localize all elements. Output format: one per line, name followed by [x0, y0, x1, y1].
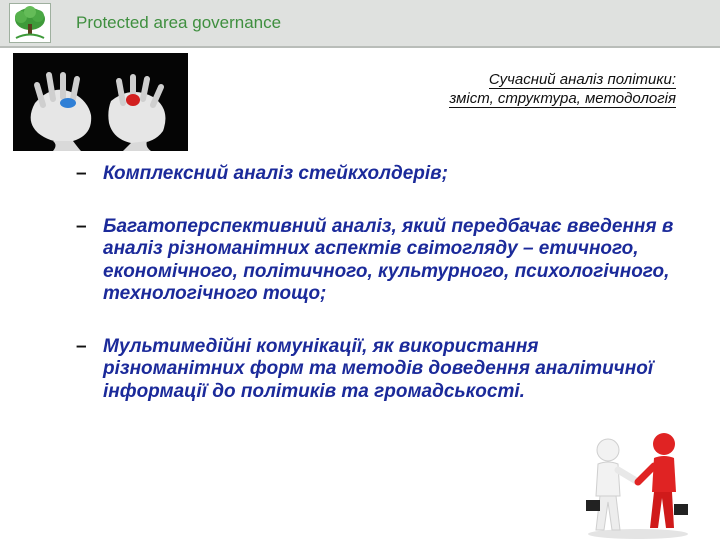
header-title: Protected area governance — [76, 13, 282, 32]
header-bar — [0, 0, 720, 48]
bullet-dash: – — [76, 215, 87, 237]
tree-logo-icon — [9, 3, 51, 43]
bullet-item — [76, 163, 676, 186]
bullet-text: Багатоперспективний аналіз, який передбачає введення в аналіз різноманітних аспектів світогляду – етичного, економічного, політичного, культурного, психологічного, технологічного тощо; — [103, 215, 674, 304]
hands-with-pills-photo — [13, 53, 188, 151]
subtitle-line-2: зміст, структура, методологія — [449, 90, 676, 107]
bullet-item — [76, 216, 676, 306]
bullet-dash: – — [76, 163, 87, 184]
bullet-item — [76, 336, 676, 404]
handshake-figures-icon — [578, 430, 698, 540]
subtitle-line-1: Сучасний аналіз політики: — [488, 71, 676, 88]
bullet-dash: – — [76, 335, 87, 357]
slide-subtitle — [376, 70, 676, 108]
bullet-text: Мультимедійні комунікації, як використання різноманітних форм та методів доведення аналітичної інформації до політиків та громадськості. — [103, 335, 654, 402]
bullet-text: Комплексний аналіз стейкхолдерів; — [103, 163, 448, 184]
bullet-list — [76, 163, 676, 433]
